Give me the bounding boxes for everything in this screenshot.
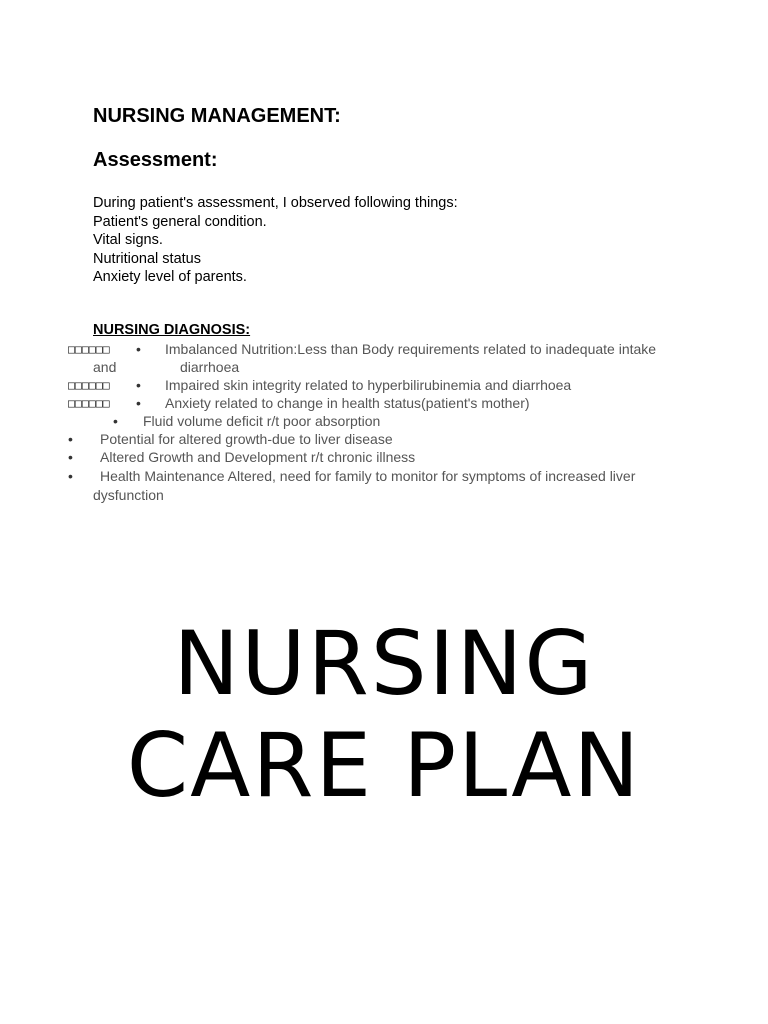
diagnosis-item: Altered Growth and Development r/t chronic illness	[100, 449, 416, 465]
assessment-line: Patient's general condition.	[93, 213, 267, 230]
diagnosis-item: Potential for altered growth-due to liver disease	[100, 431, 393, 447]
diagnosis-title: NURSING DIAGNOSIS:	[93, 322, 251, 338]
diagnosis-item-wrap: dysfunction	[93, 487, 164, 503]
diagnosis-item: Fluid volume deficit r/t poor absorption	[143, 413, 381, 429]
missing-glyph-boxes: □□□□□□	[68, 342, 110, 356]
missing-glyph-boxes: □□□□□□	[68, 378, 110, 392]
bullet-icon: •	[68, 449, 73, 465]
assessment-list	[93, 194, 458, 287]
assessment-line: Anxiety level of parents.	[93, 269, 247, 285]
assessment-title: Assessment:	[93, 149, 218, 171]
diagnosis-item: Anxiety related to change in health status(patient's mother)	[165, 395, 530, 411]
page-heading: NURSING MANAGEMENT:	[93, 105, 341, 127]
bullet-icon: •	[136, 395, 141, 411]
big-title-line-1: NURSING	[173, 612, 595, 715]
bullet-icon: •	[136, 377, 141, 393]
diagnosis-item-wrap: and	[93, 359, 117, 375]
diagnosis-item-wrap: diarrhoea	[180, 359, 240, 375]
diagnosis-item: Health Maintenance Altered, need for family to monitor for symptoms of increased liver	[100, 468, 636, 484]
bullet-icon: •	[113, 413, 118, 429]
assessment-line: During patient's assessment, I observed following things:	[93, 195, 458, 211]
assessment-line: Nutritional status	[93, 250, 201, 267]
diagnosis-item: Impaired skin integrity related to hyperbilirubinemia and diarrhoea	[165, 377, 572, 393]
bullet-icon: •	[68, 468, 73, 484]
diagnosis-item: Imbalanced Nutrition:Less than Body requirements related to inadequate intake	[165, 341, 657, 357]
big-title-line-2: CARE PLAN	[126, 714, 642, 817]
bullet-icon: •	[136, 341, 141, 357]
missing-glyph-boxes: □□□□□□	[68, 396, 110, 410]
bullet-icon: •	[68, 431, 73, 447]
assessment-line: Vital signs.	[93, 232, 163, 248]
